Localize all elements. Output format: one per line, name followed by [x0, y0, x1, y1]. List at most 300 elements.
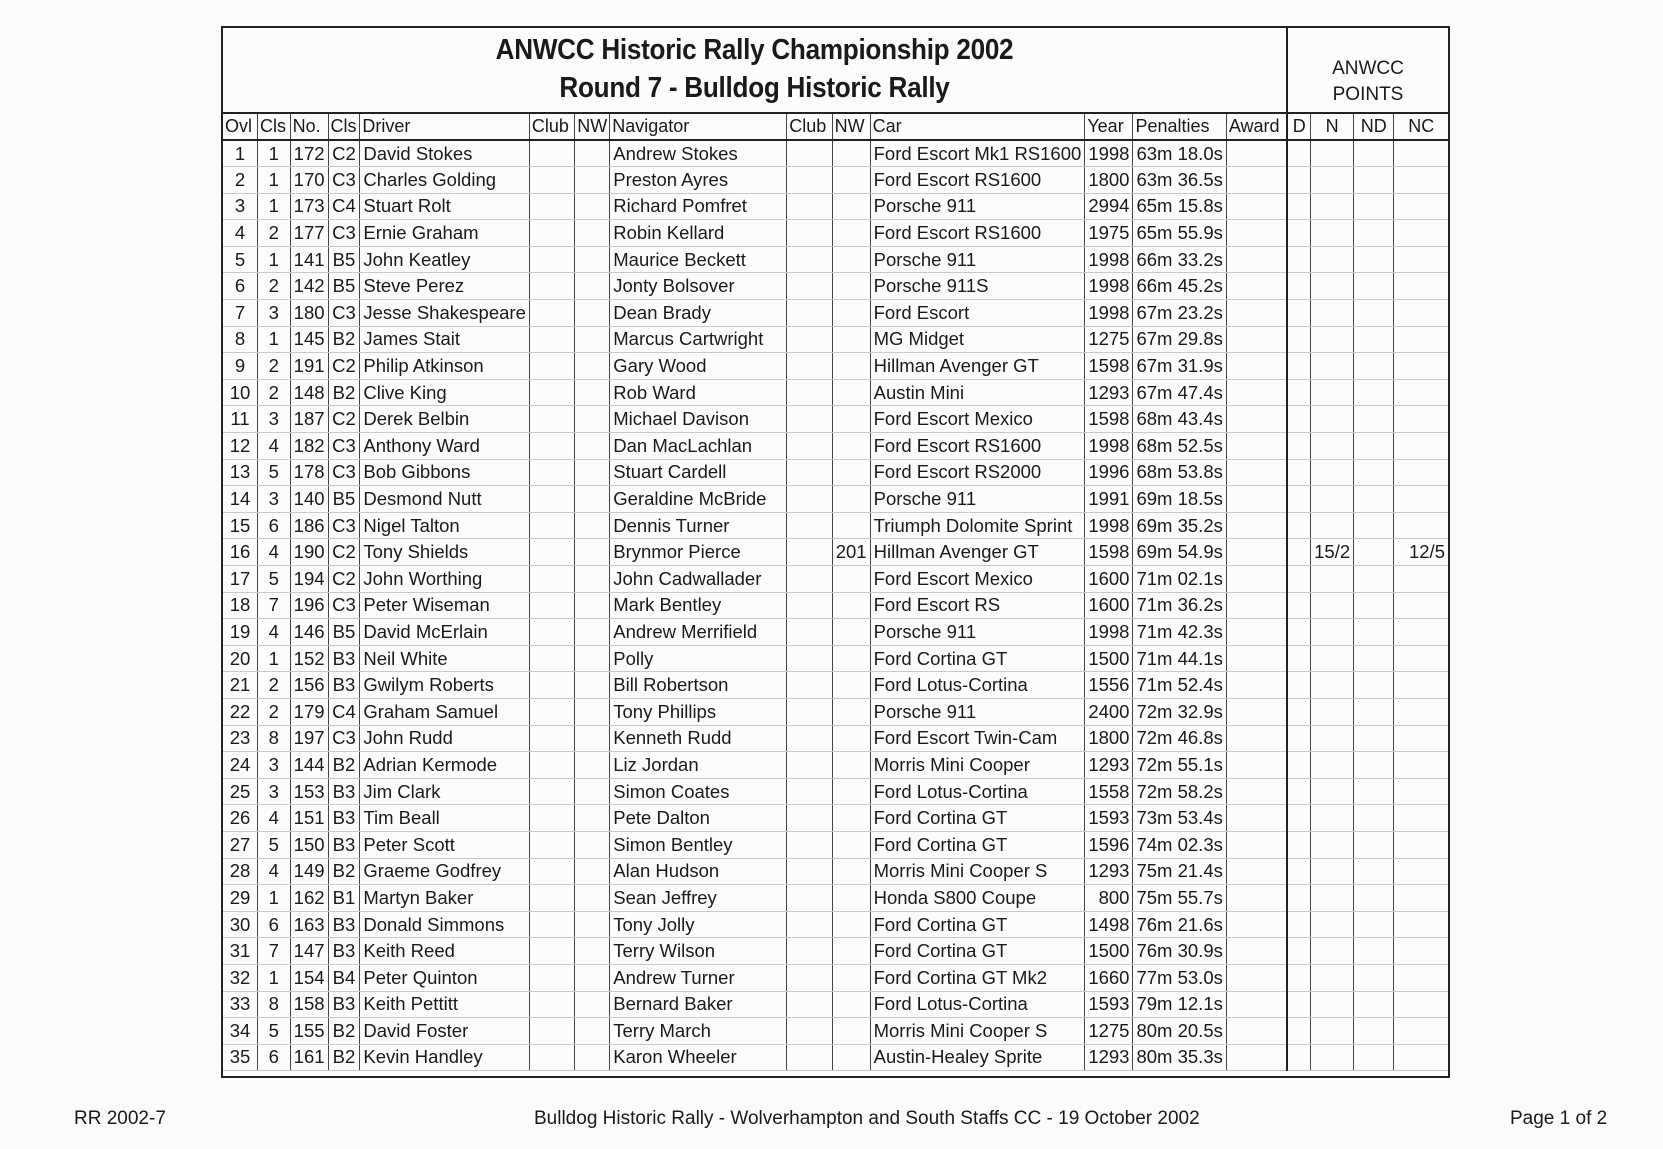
- cell-club: [529, 246, 574, 273]
- cell-ovl: 4: [223, 220, 257, 247]
- cell-nw2: [832, 220, 870, 247]
- cell-navigator: Bernard Baker: [610, 991, 787, 1018]
- cell-club2: [787, 725, 832, 752]
- cell-nd: [1354, 805, 1394, 832]
- cell-nc: [1394, 140, 1448, 167]
- cell-award: [1226, 858, 1287, 885]
- table-row: [223, 805, 1448, 832]
- cell-nc: [1394, 167, 1448, 194]
- cell-n: [1311, 752, 1354, 779]
- cell-nw: [575, 964, 610, 991]
- cell-award: [1226, 619, 1287, 646]
- cell-n: [1311, 1018, 1354, 1045]
- cell-penalties: 68m 53.8s: [1133, 459, 1226, 486]
- cell-navigator: Andrew Stokes: [610, 140, 787, 167]
- cell-ovl: 33: [223, 991, 257, 1018]
- cell-nw2: [832, 858, 870, 885]
- cell-d: [1287, 379, 1310, 406]
- cell-penalties: 66m 45.2s: [1133, 273, 1226, 300]
- cell-no: 150: [290, 831, 328, 858]
- cell-nd: [1354, 539, 1394, 566]
- cell-no: 140: [290, 486, 328, 513]
- cell-d: [1287, 486, 1310, 513]
- cell-driver: Ernie Graham: [360, 220, 530, 247]
- cell-penalties: 77m 53.0s: [1133, 964, 1226, 991]
- cell-club2: [787, 459, 832, 486]
- cell-ovl: 29: [223, 885, 257, 912]
- cell-cls: 3: [257, 486, 290, 513]
- cell-nd: [1354, 1044, 1394, 1071]
- cell-club2: [787, 778, 832, 805]
- cell-nc: [1394, 459, 1448, 486]
- cell-year: 1598: [1085, 539, 1133, 566]
- cell-cls: 3: [257, 778, 290, 805]
- cell-nd: [1354, 273, 1394, 300]
- cell-navigator: Liz Jordan: [610, 752, 787, 779]
- cell-club: [529, 140, 574, 167]
- cell-navigator: Sean Jeffrey: [610, 885, 787, 912]
- cell-award: [1226, 885, 1287, 912]
- cell-no: 148: [290, 379, 328, 406]
- cell-club: [529, 406, 574, 433]
- cell-no: 170: [290, 167, 328, 194]
- column-header-nd: ND: [1354, 114, 1394, 140]
- cell-n: [1311, 964, 1354, 991]
- cell-club: [529, 379, 574, 406]
- cell-navigator: Richard Pomfret: [610, 193, 787, 220]
- cell-cls: 8: [257, 991, 290, 1018]
- cell-nw2: [832, 725, 870, 752]
- cell-nw2: [832, 406, 870, 433]
- table-row: [223, 406, 1448, 433]
- cell-nw2: [832, 300, 870, 327]
- cell-award: [1226, 1018, 1287, 1045]
- results-table: [223, 114, 1448, 1071]
- table-row: [223, 379, 1448, 406]
- cell-penalties: 69m 35.2s: [1133, 512, 1226, 539]
- cell-nw2: [832, 698, 870, 725]
- column-header-nw2: NW: [832, 114, 870, 140]
- cell-driver: Tim Beall: [360, 805, 530, 832]
- cell-penalties: 63m 36.5s: [1133, 167, 1226, 194]
- cell-club2: [787, 326, 832, 353]
- cell-car: Austin-Healey Sprite: [870, 1044, 1085, 1071]
- cell-n: 15/2: [1311, 539, 1354, 566]
- cell-nw2: [832, 805, 870, 832]
- cell-n: [1311, 778, 1354, 805]
- cell-ovl: 23: [223, 725, 257, 752]
- cell-penalties: 68m 52.5s: [1133, 433, 1226, 460]
- cell-club2: [787, 486, 832, 513]
- cell-club2: [787, 619, 832, 646]
- cell-club2: [787, 379, 832, 406]
- cell-car: Ford Escort Mk1 RS1600: [870, 140, 1085, 167]
- cell-club: [529, 1044, 574, 1071]
- cell-club: [529, 273, 574, 300]
- cell-nw: [575, 858, 610, 885]
- cell-nc: [1394, 619, 1448, 646]
- column-header-car: Car: [870, 114, 1085, 140]
- cell-club: [529, 752, 574, 779]
- cell-navigator: Marcus Cartwright: [610, 326, 787, 353]
- cell-nc: [1394, 778, 1448, 805]
- cell-nd: [1354, 752, 1394, 779]
- cell-d: [1287, 672, 1310, 699]
- cell-club: [529, 885, 574, 912]
- cell-year: 1998: [1085, 512, 1133, 539]
- cell-cls: 4: [257, 858, 290, 885]
- cell-d: [1287, 300, 1310, 327]
- cell-nw: [575, 885, 610, 912]
- cell-club: [529, 193, 574, 220]
- cell-d: [1287, 964, 1310, 991]
- cell-club: [529, 167, 574, 194]
- cell-cls2: C3: [328, 512, 360, 539]
- cell-year: 1975: [1085, 220, 1133, 247]
- cell-car: Austin Mini: [870, 379, 1085, 406]
- cell-nw2: [832, 645, 870, 672]
- cell-nd: [1354, 406, 1394, 433]
- cell-nd: [1354, 592, 1394, 619]
- cell-club: [529, 938, 574, 965]
- cell-year: 1598: [1085, 353, 1133, 380]
- cell-no: 162: [290, 885, 328, 912]
- cell-nd: [1354, 140, 1394, 167]
- cell-club: [529, 778, 574, 805]
- cell-cls2: B3: [328, 991, 360, 1018]
- cell-car: Ford Cortina GT: [870, 911, 1085, 938]
- cell-no: 158: [290, 991, 328, 1018]
- cell-nw2: [832, 167, 870, 194]
- cell-d: [1287, 220, 1310, 247]
- cell-award: [1226, 167, 1287, 194]
- cell-penalties: 79m 12.1s: [1133, 991, 1226, 1018]
- cell-no: 182: [290, 433, 328, 460]
- column-header-club2: Club: [787, 114, 832, 140]
- cell-n: [1311, 353, 1354, 380]
- cell-driver: Donald Simmons: [360, 911, 530, 938]
- cell-d: [1287, 831, 1310, 858]
- cell-penalties: 71m 02.1s: [1133, 566, 1226, 593]
- cell-award: [1226, 486, 1287, 513]
- cell-car: Ford Escort: [870, 300, 1085, 327]
- cell-nc: [1394, 672, 1448, 699]
- table-row: [223, 512, 1448, 539]
- cell-car: Ford Lotus-Cortina: [870, 672, 1085, 699]
- cell-cls2: B3: [328, 938, 360, 965]
- cell-club: [529, 619, 574, 646]
- cell-nw2: [832, 1018, 870, 1045]
- column-header-cls2: Cls: [328, 114, 360, 140]
- cell-no: 172: [290, 140, 328, 167]
- cell-nd: [1354, 619, 1394, 646]
- cell-award: [1226, 246, 1287, 273]
- cell-cls: 1: [257, 326, 290, 353]
- cell-car: Porsche 911: [870, 619, 1085, 646]
- cell-year: 1600: [1085, 566, 1133, 593]
- cell-car: Porsche 911: [870, 246, 1085, 273]
- cell-club: [529, 698, 574, 725]
- cell-award: [1226, 672, 1287, 699]
- cell-award: [1226, 778, 1287, 805]
- cell-ovl: 15: [223, 512, 257, 539]
- cell-nw2: [832, 433, 870, 460]
- cell-nd: [1354, 1018, 1394, 1045]
- cell-nd: [1354, 246, 1394, 273]
- cell-cls2: B5: [328, 486, 360, 513]
- cell-year: 1600: [1085, 592, 1133, 619]
- cell-cls: 8: [257, 725, 290, 752]
- table-row: [223, 991, 1448, 1018]
- column-header-year: Year: [1085, 114, 1133, 140]
- cell-driver: Gwilym Roberts: [360, 672, 530, 699]
- cell-nd: [1354, 193, 1394, 220]
- cell-ovl: 2: [223, 167, 257, 194]
- cell-car: Ford Escort Twin-Cam: [870, 725, 1085, 752]
- cell-driver: Keith Reed: [360, 938, 530, 965]
- cell-nc: 12/5: [1394, 539, 1448, 566]
- cell-cls2: C4: [328, 193, 360, 220]
- cell-ovl: 26: [223, 805, 257, 832]
- cell-nw: [575, 619, 610, 646]
- cell-no: 141: [290, 246, 328, 273]
- cell-cls2: B5: [328, 273, 360, 300]
- table-row: [223, 486, 1448, 513]
- cell-penalties: 71m 36.2s: [1133, 592, 1226, 619]
- table-row: [223, 938, 1448, 965]
- table-header-row: [223, 114, 1448, 140]
- cell-cls: 2: [257, 273, 290, 300]
- cell-nw: [575, 379, 610, 406]
- cell-club2: [787, 353, 832, 380]
- cell-nw2: [832, 459, 870, 486]
- cell-cls2: B4: [328, 964, 360, 991]
- cell-cls2: B3: [328, 672, 360, 699]
- cell-year: 1998: [1085, 140, 1133, 167]
- cell-nc: [1394, 406, 1448, 433]
- cell-navigator: Brynmor Pierce: [610, 539, 787, 566]
- cell-car: MG Midget: [870, 326, 1085, 353]
- cell-club: [529, 725, 574, 752]
- cell-car: Porsche 911S: [870, 273, 1085, 300]
- cell-ovl: 17: [223, 566, 257, 593]
- cell-year: 1293: [1085, 379, 1133, 406]
- cell-nc: [1394, 911, 1448, 938]
- cell-n: [1311, 672, 1354, 699]
- cell-d: [1287, 858, 1310, 885]
- cell-nc: [1394, 433, 1448, 460]
- cell-penalties: 74m 02.3s: [1133, 831, 1226, 858]
- footer-event: Bulldog Historic Rally - Wolverhampton and South Staffs CC - 19 October 2002: [534, 1108, 1200, 1129]
- cell-n: [1311, 300, 1354, 327]
- cell-driver: Tony Shields: [360, 539, 530, 566]
- cell-nw: [575, 911, 610, 938]
- cell-year: 1293: [1085, 858, 1133, 885]
- cell-n: [1311, 220, 1354, 247]
- cell-cls: 7: [257, 592, 290, 619]
- cell-car: Ford Cortina GT Mk2: [870, 964, 1085, 991]
- cell-year: 1596: [1085, 831, 1133, 858]
- cell-navigator: Michael Davison: [610, 406, 787, 433]
- cell-driver: Philip Atkinson: [360, 353, 530, 380]
- cell-nw2: [832, 512, 870, 539]
- cell-navigator: Terry March: [610, 1018, 787, 1045]
- table-row: [223, 592, 1448, 619]
- cell-award: [1226, 406, 1287, 433]
- cell-d: [1287, 805, 1310, 832]
- cell-nc: [1394, 566, 1448, 593]
- cell-d: [1287, 619, 1310, 646]
- cell-nw: [575, 752, 610, 779]
- cell-n: [1311, 911, 1354, 938]
- cell-cls2: C3: [328, 433, 360, 460]
- points-header: [1288, 28, 1448, 114]
- cell-driver: Kevin Handley: [360, 1044, 530, 1071]
- cell-no: 152: [290, 645, 328, 672]
- cell-cls2: B3: [328, 911, 360, 938]
- cell-nw2: [832, 566, 870, 593]
- cell-award: [1226, 938, 1287, 965]
- cell-cls: 5: [257, 459, 290, 486]
- cell-penalties: 72m 55.1s: [1133, 752, 1226, 779]
- cell-driver: Jim Clark: [360, 778, 530, 805]
- cell-n: [1311, 459, 1354, 486]
- cell-ovl: 20: [223, 645, 257, 672]
- cell-driver: Anthony Ward: [360, 433, 530, 460]
- cell-driver: Nigel Talton: [360, 512, 530, 539]
- table-row: [223, 885, 1448, 912]
- cell-cls: 5: [257, 566, 290, 593]
- cell-d: [1287, 1044, 1310, 1071]
- cell-nw: [575, 220, 610, 247]
- cell-award: [1226, 353, 1287, 380]
- cell-club2: [787, 566, 832, 593]
- cell-nw2: [832, 964, 870, 991]
- cell-d: [1287, 353, 1310, 380]
- cell-car: Ford Escort RS1600: [870, 433, 1085, 460]
- cell-nw: [575, 273, 610, 300]
- results-sheet: [221, 26, 1450, 1078]
- cell-no: 191: [290, 353, 328, 380]
- cell-cls2: C2: [328, 406, 360, 433]
- cell-club2: [787, 858, 832, 885]
- cell-nd: [1354, 433, 1394, 460]
- cell-nc: [1394, 512, 1448, 539]
- cell-nw2: [832, 778, 870, 805]
- cell-car: Ford Cortina GT: [870, 831, 1085, 858]
- cell-cls: 4: [257, 539, 290, 566]
- cell-nw2: [832, 592, 870, 619]
- cell-year: 1998: [1085, 300, 1133, 327]
- cell-cls2: B3: [328, 645, 360, 672]
- cell-nc: [1394, 938, 1448, 965]
- cell-n: [1311, 698, 1354, 725]
- column-header-penalties: Penalties: [1133, 114, 1226, 140]
- cell-ovl: 18: [223, 592, 257, 619]
- cell-award: [1226, 220, 1287, 247]
- table-row: [223, 645, 1448, 672]
- cell-penalties: 67m 29.8s: [1133, 326, 1226, 353]
- cell-ovl: 28: [223, 858, 257, 885]
- cell-cls2: B2: [328, 858, 360, 885]
- column-header-cls: Cls: [257, 114, 290, 140]
- cell-navigator: Karon Wheeler: [610, 1044, 787, 1071]
- cell-cls2: B3: [328, 805, 360, 832]
- cell-driver: Neil White: [360, 645, 530, 672]
- cell-no: 151: [290, 805, 328, 832]
- cell-award: [1226, 752, 1287, 779]
- cell-award: [1226, 831, 1287, 858]
- cell-driver: John Rudd: [360, 725, 530, 752]
- cell-cls: 3: [257, 406, 290, 433]
- cell-club2: [787, 698, 832, 725]
- cell-year: 1293: [1085, 1044, 1133, 1071]
- cell-year: 1275: [1085, 1018, 1133, 1045]
- cell-driver: Desmond Nutt: [360, 486, 530, 513]
- cell-cls: 6: [257, 512, 290, 539]
- cell-n: [1311, 1044, 1354, 1071]
- cell-club2: [787, 991, 832, 1018]
- cell-d: [1287, 592, 1310, 619]
- cell-penalties: 80m 35.3s: [1133, 1044, 1226, 1071]
- cell-car: Ford Cortina GT: [870, 938, 1085, 965]
- cell-d: [1287, 778, 1310, 805]
- cell-nw2: [832, 619, 870, 646]
- cell-navigator: John Cadwallader: [610, 566, 787, 593]
- cell-nc: [1394, 831, 1448, 858]
- cell-car: Porsche 911: [870, 698, 1085, 725]
- cell-club: [529, 459, 574, 486]
- cell-nd: [1354, 885, 1394, 912]
- cell-d: [1287, 326, 1310, 353]
- cell-nw: [575, 566, 610, 593]
- cell-penalties: 73m 53.4s: [1133, 805, 1226, 832]
- cell-year: 1998: [1085, 619, 1133, 646]
- cell-cls2: C3: [328, 167, 360, 194]
- cell-cls2: C3: [328, 592, 360, 619]
- cell-navigator: Tony Jolly: [610, 911, 787, 938]
- cell-d: [1287, 991, 1310, 1018]
- cell-nc: [1394, 752, 1448, 779]
- table-row: [223, 858, 1448, 885]
- cell-driver: Clive King: [360, 379, 530, 406]
- cell-no: 186: [290, 512, 328, 539]
- cell-navigator: Alan Hudson: [610, 858, 787, 885]
- cell-year: 1991: [1085, 486, 1133, 513]
- cell-driver: Martyn Baker: [360, 885, 530, 912]
- cell-nd: [1354, 326, 1394, 353]
- cell-ovl: 19: [223, 619, 257, 646]
- cell-ovl: 25: [223, 778, 257, 805]
- cell-ovl: 13: [223, 459, 257, 486]
- cell-nc: [1394, 246, 1448, 273]
- cell-penalties: 76m 21.6s: [1133, 911, 1226, 938]
- column-header-navigator: Navigator: [610, 114, 787, 140]
- cell-award: [1226, 273, 1287, 300]
- cell-cls: 4: [257, 805, 290, 832]
- cell-n: [1311, 619, 1354, 646]
- cell-cls2: C3: [328, 300, 360, 327]
- table-row: [223, 752, 1448, 779]
- footer-page-number: Page 1 of 2: [1510, 1108, 1608, 1129]
- cell-award: [1226, 698, 1287, 725]
- cell-cls2: C3: [328, 725, 360, 752]
- cell-navigator: Dan MacLachlan: [610, 433, 787, 460]
- cell-cls: 1: [257, 246, 290, 273]
- cell-d: [1287, 193, 1310, 220]
- cell-n: [1311, 512, 1354, 539]
- cell-penalties: 67m 47.4s: [1133, 379, 1226, 406]
